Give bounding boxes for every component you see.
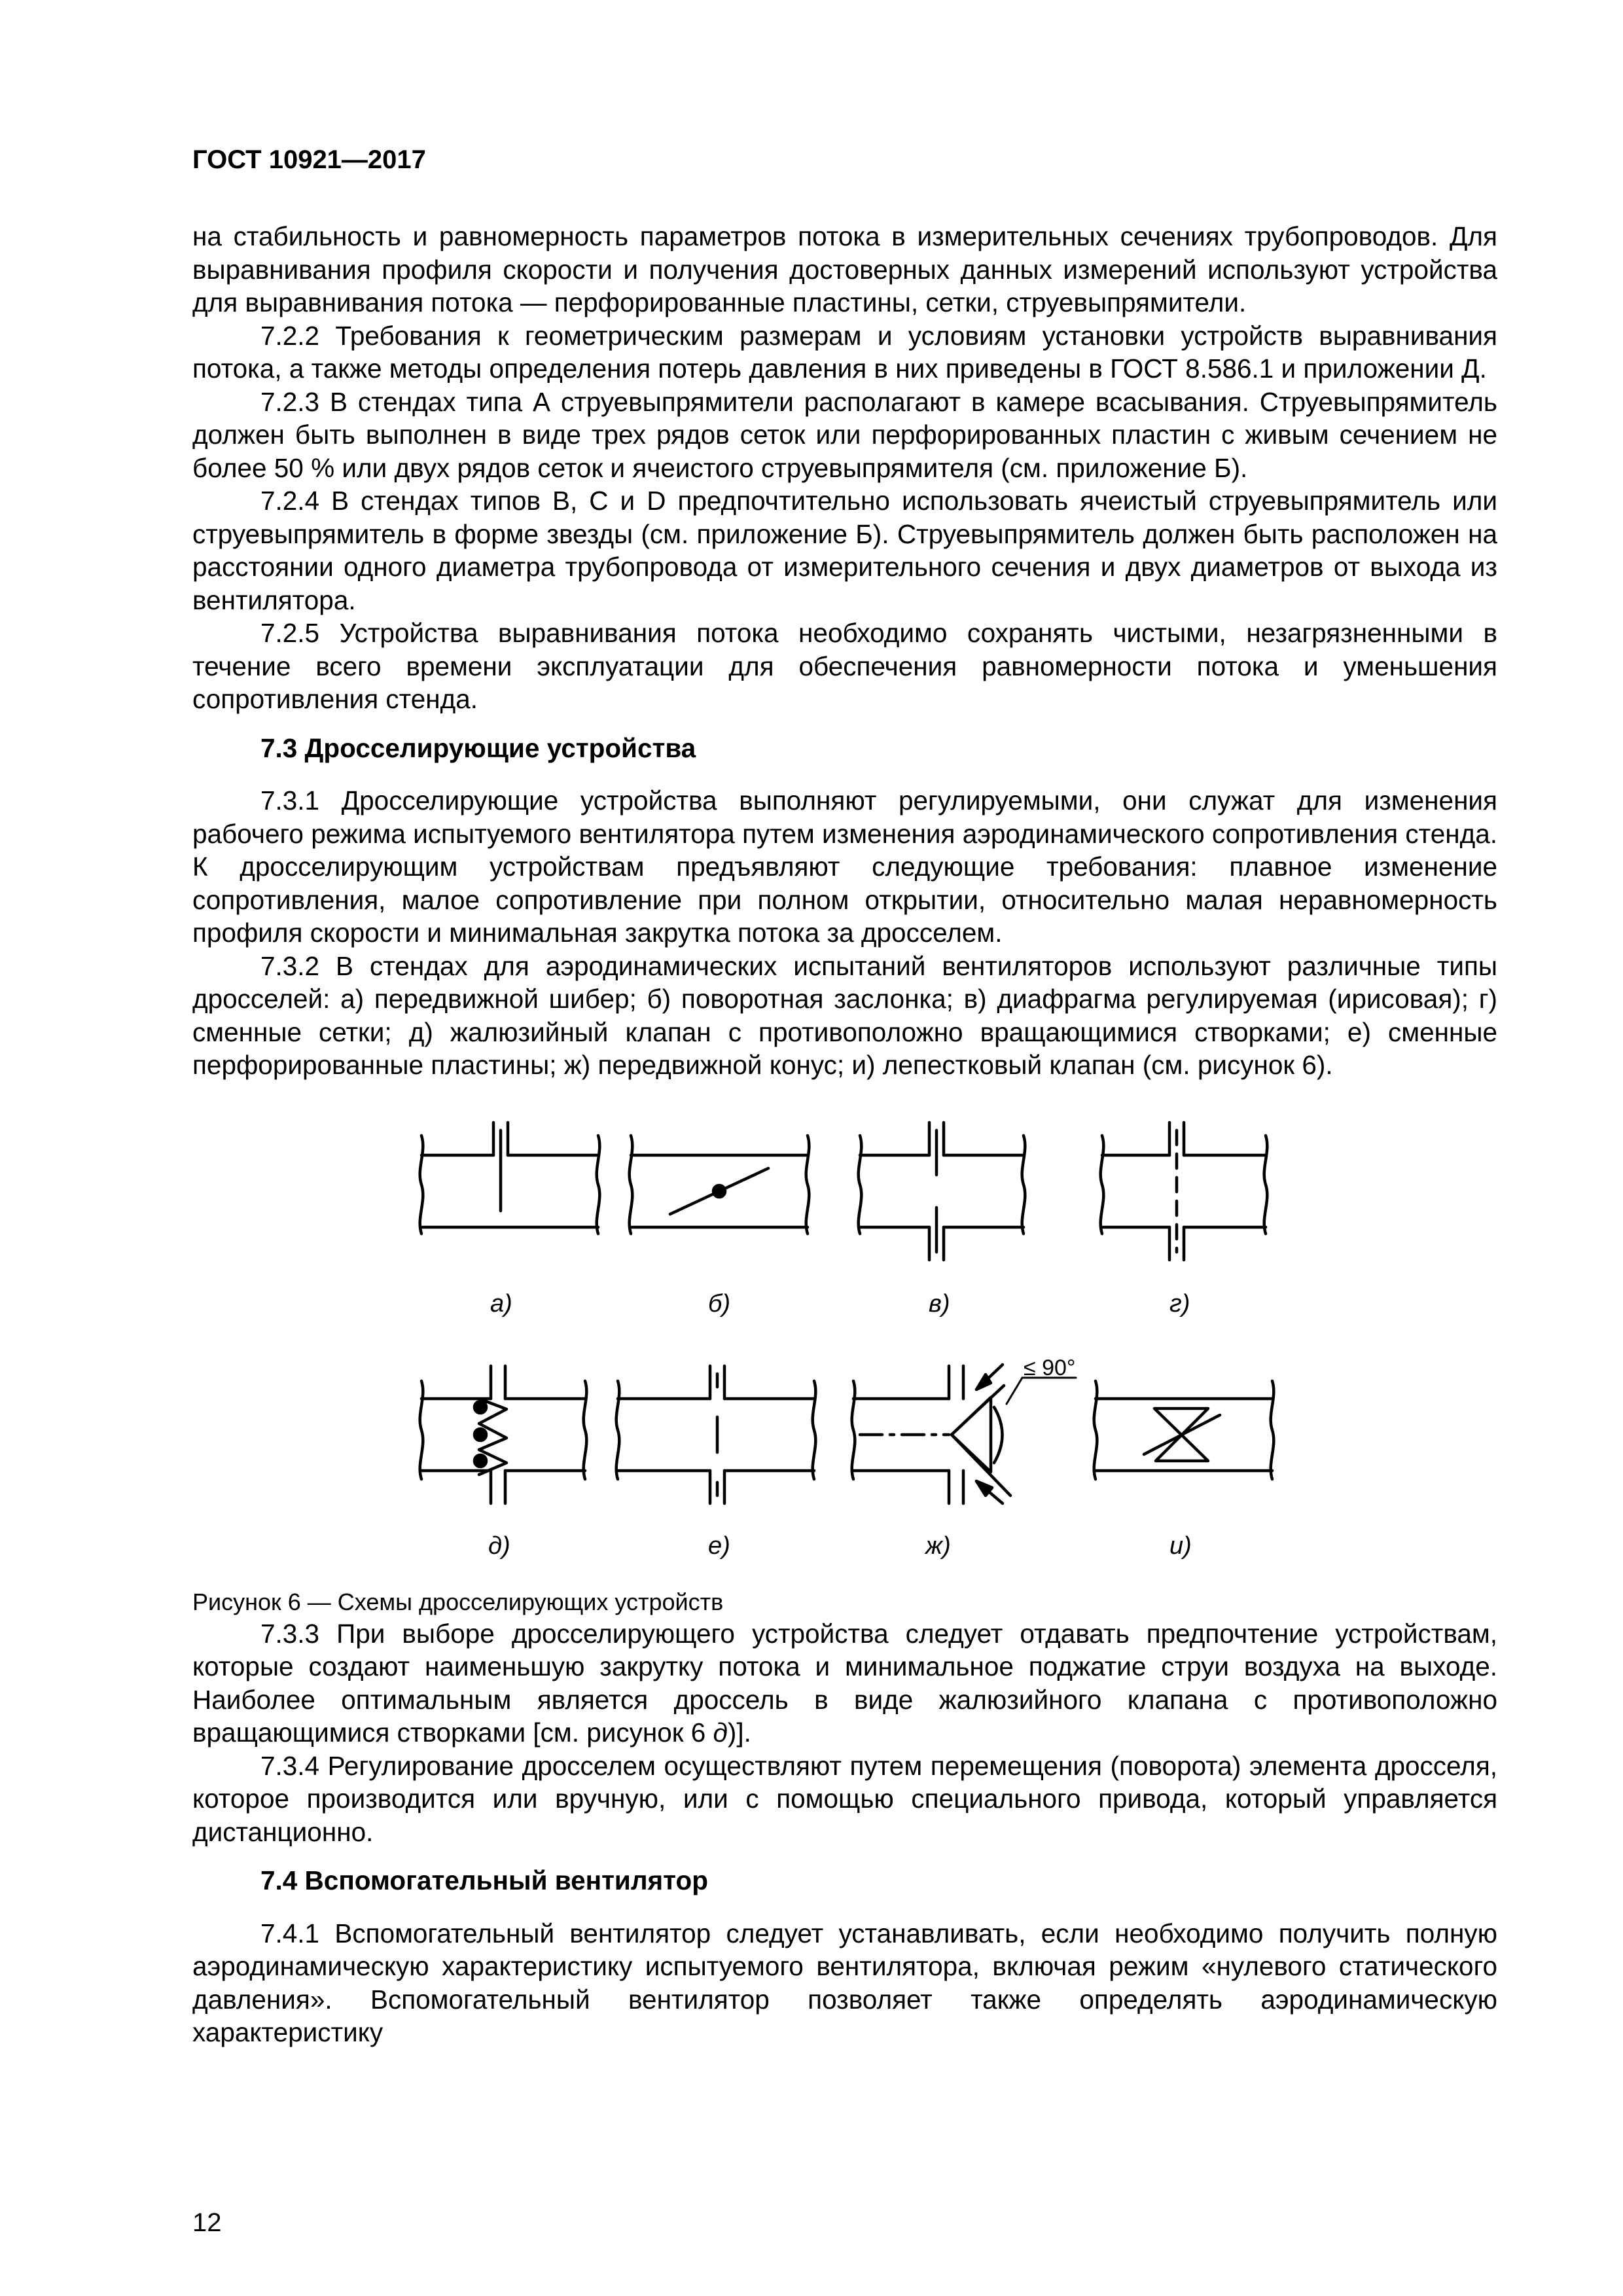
section-heading-7-4: 7.4 Вспомогательный вентилятор xyxy=(260,1865,708,1895)
diagram-v-diaphragm xyxy=(859,1122,1026,1260)
paragraph-7-2-2: 7.2.2 Требования к геометрическим размерам и условиям установки устройств выравнивания потока, а также методы определения потерь давления в них приведены в ГОСТ 8.586.1 и приложении Д. xyxy=(192,320,1497,384)
section-heading-7-3: 7.3 Дросселирующие устройства xyxy=(260,732,696,763)
figure-label-a: а) xyxy=(490,1289,512,1318)
document-body xyxy=(192,220,1497,2049)
diagram-b-rotary-damper xyxy=(630,1136,810,1234)
paragraph-7-3-3-end: )]. xyxy=(727,1717,751,1748)
diagram-g-meshes xyxy=(1101,1122,1268,1260)
diagram-i-petal-valve xyxy=(1094,1381,1274,1479)
paragraph-7-2-3: 7.2.3 В стендах типа А струевыпрямители располагают в камере всасывания. Струевыпрямитель должен быть выполнен в виде трех рядов сеток или перфорированных пластин с живым сечением не более 50 % или двух рядов сеток и ячеистого струевыпрямителя (см. приложение Б). xyxy=(192,386,1497,483)
paragraph-continuation: на стабильность и равномерность параметров потока в измерительных сечениях трубопроводов. Для выравнивания профиля скорости и получения достоверных данных измерений используют устройства для выравнивания потока — перфорированные пластины, сетки, струевыпрямители. xyxy=(192,221,1497,317)
paragraph-7-3-2: 7.3.2 В стендах для аэродинамических испытаний вентиляторов используют различные типы дросселей: а) передвижной шибер; б) поворотная заслонка; в) диафрагма регулируемая (ирисовая); г) сменные сетки; д) жалюзийный клапан с противоположно вращающимися створками; е) сменные перфорированные пластины; ж) передвижной конус; и) лепестковый клапан (см. рисунок 6). xyxy=(192,950,1497,1080)
paragraph-7-3-3-ref: д xyxy=(713,1717,728,1748)
paragraph-7-3-3 xyxy=(192,1617,1497,1749)
diagram-a-sliding-gate xyxy=(420,1122,600,1234)
figure-label-d: д) xyxy=(488,1532,510,1560)
figure-6-throttling-schemes xyxy=(192,1116,1497,1587)
figure-label-e: е) xyxy=(708,1532,730,1560)
paragraph-7-4-1: 7.4.1 Вспомогательный вентилятор следует устанавливать, если необходимо получить полную аэродинамическую характеристику испытуемого вентилятора, включая режим «нулевого статического давления». Вспомогательный вентилятор позволяет также определять аэродинамическую характеристику xyxy=(192,1918,1497,2047)
figure-caption: Рисунок 6 — Схемы дросселирующих устройств xyxy=(192,1588,724,1615)
paragraph-7-3-4: 7.3.4 Регулирование дросселем осуществляют путем перемещения (поворота) элемента дросселя, которое производится или вручную, или с помощью специального привода, который управляется дистанционно. xyxy=(192,1750,1497,1847)
figure-label-b: б) xyxy=(708,1289,731,1318)
figure-label-zh: ж) xyxy=(925,1532,951,1560)
paragraph-7-2-5: 7.2.5 Устройства выравнивания потока необходимо сохранять чистыми, незагрязненными в течение всего времени эксплуатации для обеспечения равномерности потока и уменьшения сопротивления стенда. xyxy=(192,618,1497,714)
diagram-d-louvre-valve xyxy=(420,1366,587,1503)
figure-label-g: г) xyxy=(1169,1289,1190,1318)
angle-annotation: ≤ 90° xyxy=(1024,1355,1076,1380)
diagram-e-perforated-plates xyxy=(616,1366,816,1503)
diagram-zh-movable-cone xyxy=(852,1365,1076,1503)
document-header: ГОСТ 10921—2017 xyxy=(192,145,426,174)
paragraph-7-3-3-text: 7.3.3 При выборе дросселирующего устройства следует отдавать предпочтение устройствам, которые создают наименьшую закрутку потока и минимальное поджатие струи воздуха на выходе. Наиболее оптимальным является дроссель в виде жалюзийного клапана с противоположно вращающимися створками [см. рисунок 6 xyxy=(192,1618,1497,1748)
page-number: 12 xyxy=(192,2208,222,2237)
figure-label-i: и) xyxy=(1169,1532,1192,1560)
figure-label-v: в) xyxy=(929,1289,950,1318)
paragraph-7-3-1: 7.3.1 Дросселирующие устройства выполняют регулируемыми, они служат для изменения рабочего режима испытуемого вентилятора путем изменения аэродинамического сопротивления стенда. К дросселирующим устройствам предъявляют следующие требования: плавное изменение сопротивления, малое сопротивление при полном открытии, относительно малая неравномерность профиля скорости и минимальная закрутка потока за дросселем. xyxy=(192,785,1497,948)
paragraph-7-2-4: 7.2.4 В стендах типов В, С и D предпочтительно использовать ячеистый струевыпрямитель или струевыпрямитель в форме звезды (см. приложение Б). Струевыпрямитель должен быть расположен на расстоянии одного диаметра трубопровода от измерительного сечения и двух диаметров от выхода из вентилятора. xyxy=(192,486,1497,615)
